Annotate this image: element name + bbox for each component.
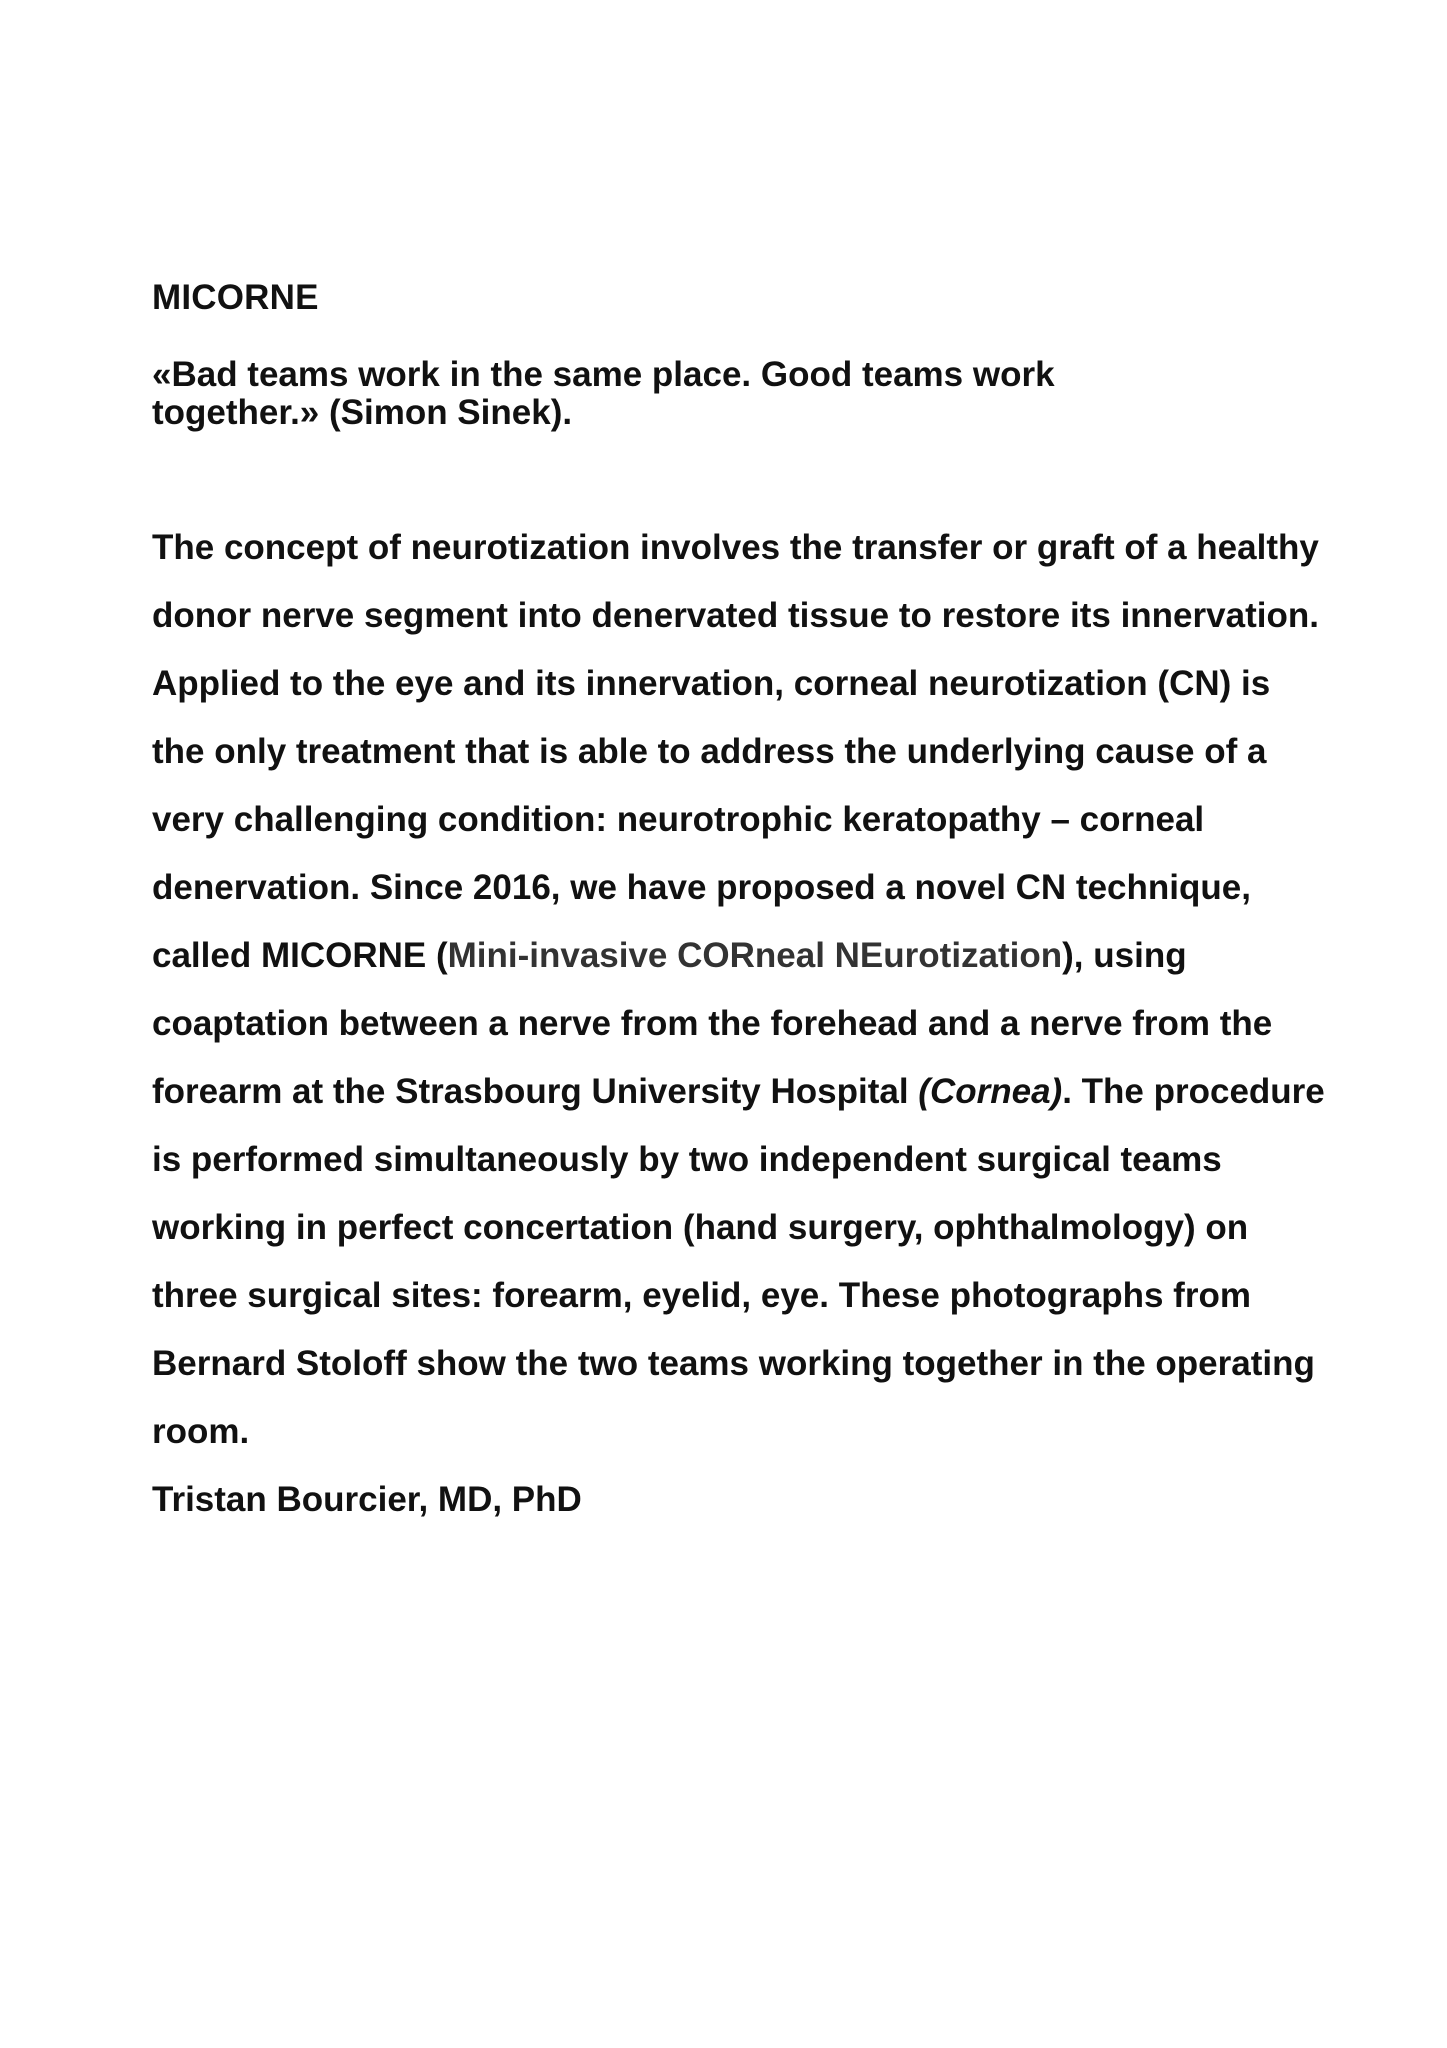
journal-reference: (Cornea) — [918, 1072, 1063, 1111]
paragraph-text-part2: ), using coaptation between a nerve from the forehead and a nerve from the forearm at the Strasbourg University Hospital — [152, 936, 1273, 1111]
body-paragraph — [152, 514, 1332, 1466]
author-signature: Tristan Bourcier, MD, PhD — [152, 1480, 582, 1519]
document-page — [152, 278, 1332, 1520]
document-title: MICORNE — [152, 278, 319, 317]
paragraph-text-part1: The concept of neurotization involves the transfer or graft of a healthy donor nerve segment into denervated tissue to restore its innervation. Applied to the eye and its innervation, corneal neurotization (CN) is the only treatment that is able to address the underlying cause of a very challenging condition: neurotrophic keratopathy – corneal denervation. Since 2016, we have proposed a novel CN technique, called MICORNE ( — [152, 528, 1319, 975]
acronym-expansion: Mini-invasive CORneal NEurotization — [447, 936, 1063, 975]
paragraph-text-part3: . The procedure is performed simultaneously by two independent surgical teams working in perfect concertation (hand surgery, ophthalmology) on three surgical sites: forearm, eyelid, eye. These photographs from Bernard Stoloff show the two teams working together in the operating room. — [152, 1072, 1325, 1451]
epigraph-quote: «Bad teams work in the same place. Good teams work together.» (Simon Sinek). — [152, 355, 1055, 432]
